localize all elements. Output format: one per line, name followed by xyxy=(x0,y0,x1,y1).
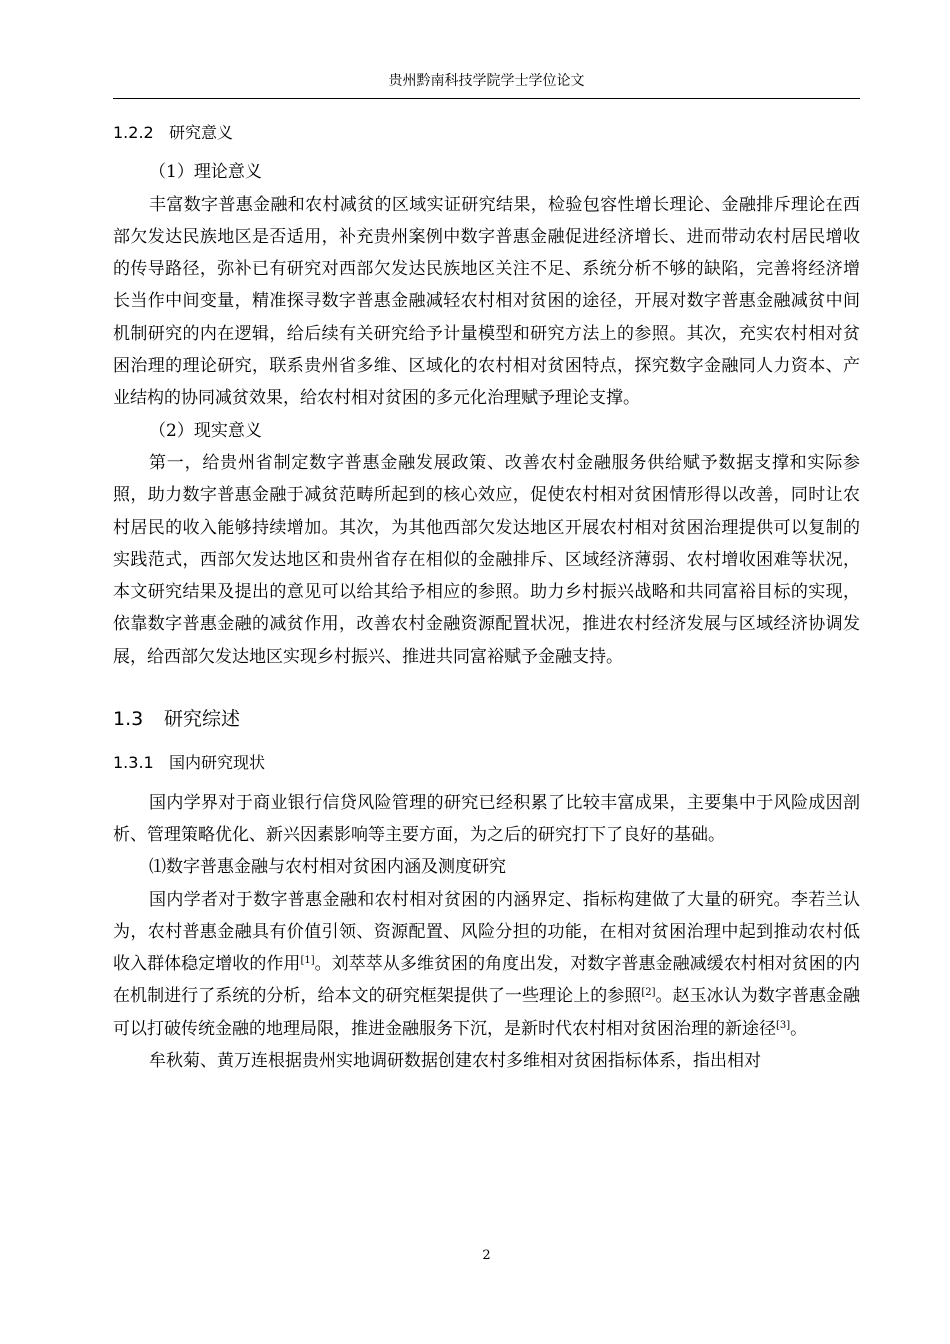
page-number: 2 xyxy=(482,1248,491,1263)
paragraph-theoretical-significance: 丰富数字普惠金融和农村减贫的区域实证研究结果，检验包容性增长理论、金融排斥理论在西部欠发达民族地区是否适用，补充贵州案例中数字普惠金融促进经济增长、进而带动农村居民增收的传导路径，弥补已有研究对西部欠发达民族地区关注不足、系统分析不够的缺陷，完善将经济增长当作中间变量，精准探寻数字普惠金融减轻农村相对贫困的途径，开展对数字普惠金融减贫中间机制研究的内在逻辑，给后续有关研究给予计量模型和研究方法上的参照。其次，充实农村相对贫困治理的理论研究，联系贵州省多维、区域化的农村相对贫困特点，探究数字金融同人力资本、产业结构的协同减贫效果，给农村相对贫困的多元化治理赋予理论支撑。 xyxy=(113,194,860,409)
subheading-practical-significance: （2）现实意义 xyxy=(149,420,262,441)
citation-ref-1: [1] xyxy=(300,955,315,967)
citation-ref-2: [2] xyxy=(641,987,656,999)
section-title: 国内研究现状 xyxy=(169,753,266,773)
section-heading-1-3-1 xyxy=(113,747,860,779)
section-heading-1-3 xyxy=(113,703,860,735)
text-segment: 。 xyxy=(790,1018,808,1039)
section-number: 1.3.1 xyxy=(113,753,154,773)
section-title: 研究意义 xyxy=(169,123,234,142)
section-heading-1-2-2 xyxy=(113,117,860,149)
paragraph-guizhou-study: 牟秋菊、黄万连根据贵州实地调研数据创建农村多维相对贫困指标体系，指出相对 xyxy=(149,1051,761,1072)
section-number: 1.2.2 xyxy=(113,123,154,142)
header-divider xyxy=(113,98,860,99)
text-segment: 国内学者对于数字普惠金融和农村相对贫困的内涵界定、指标构建做了大量的研究。李若兰认为，农村普惠金融具有价值引领、资源配置、风险分担的功能，在相对贫困治理中起到推动农村低收入群体稳定增收的作用 xyxy=(113,889,860,975)
paragraph-literature-review xyxy=(113,884,860,1045)
citation-ref-3: [3] xyxy=(776,1019,791,1031)
paragraph-practical-significance: 第一，给贵州省制定数字普惠金融发展政策、改善农村金融服务供给赋予数据支撑和实际参照，助力数字普惠金融于减贫范畴所起到的核心效应，促使农村相对贫困情形得以改善，同时让农村居民的收入能够持续增加。其次，为其他西部欠发达地区开展农村相对贫困治理提供可以复制的实践范式，西部欠发达地区和贵州省存在相似的金融排斥、区域经济薄弱、农村增收困难等状况，本文研究结果及提出的意见可以给其给予相应的参照。助力乡村振兴战略和共同富裕目标的实现，依靠数字普惠金融的减贫作用，改善农村金融资源配置状况，推进农村经济发展与区域经济协调发展，给西部欠发达地区实现乡村振兴、推进共同富裕赋予金融支持。 xyxy=(113,452,860,667)
text-segment: 。赵玉冰认为数字普惠金融可以打破传统金融的地理局限，推进金融服务下沉，是新时代农村相对贫困治理的新途径 xyxy=(113,986,861,1039)
subheading-theoretical-significance: （1）理论意义 xyxy=(149,162,262,183)
running-header: 贵州黔南科技学院学士学位论文 xyxy=(388,73,585,89)
page-body xyxy=(113,116,860,1077)
subheading-connotation-measurement: ⑴数字普惠金融与农村相对贫困内涵及测度研究 xyxy=(149,857,506,878)
section-title: 研究综述 xyxy=(164,708,241,731)
paragraph-domestic-intro: 国内学界对于商业银行信贷风险管理的研究已经积累了比较丰富成果，主要集中于风险成因剖析、管理策略优化、新兴因素影响等主要方面，为之后的研究打下了良好的基础。 xyxy=(113,792,860,845)
section-number: 1.3 xyxy=(113,708,144,731)
text-segment: 。刘萃萃从多维贫困的角度出发，对数字普惠金融减缓农村相对贫困的内在机制进行了系统的分析，给本文的研究框架提供了一些理论上的参照 xyxy=(113,954,860,1007)
